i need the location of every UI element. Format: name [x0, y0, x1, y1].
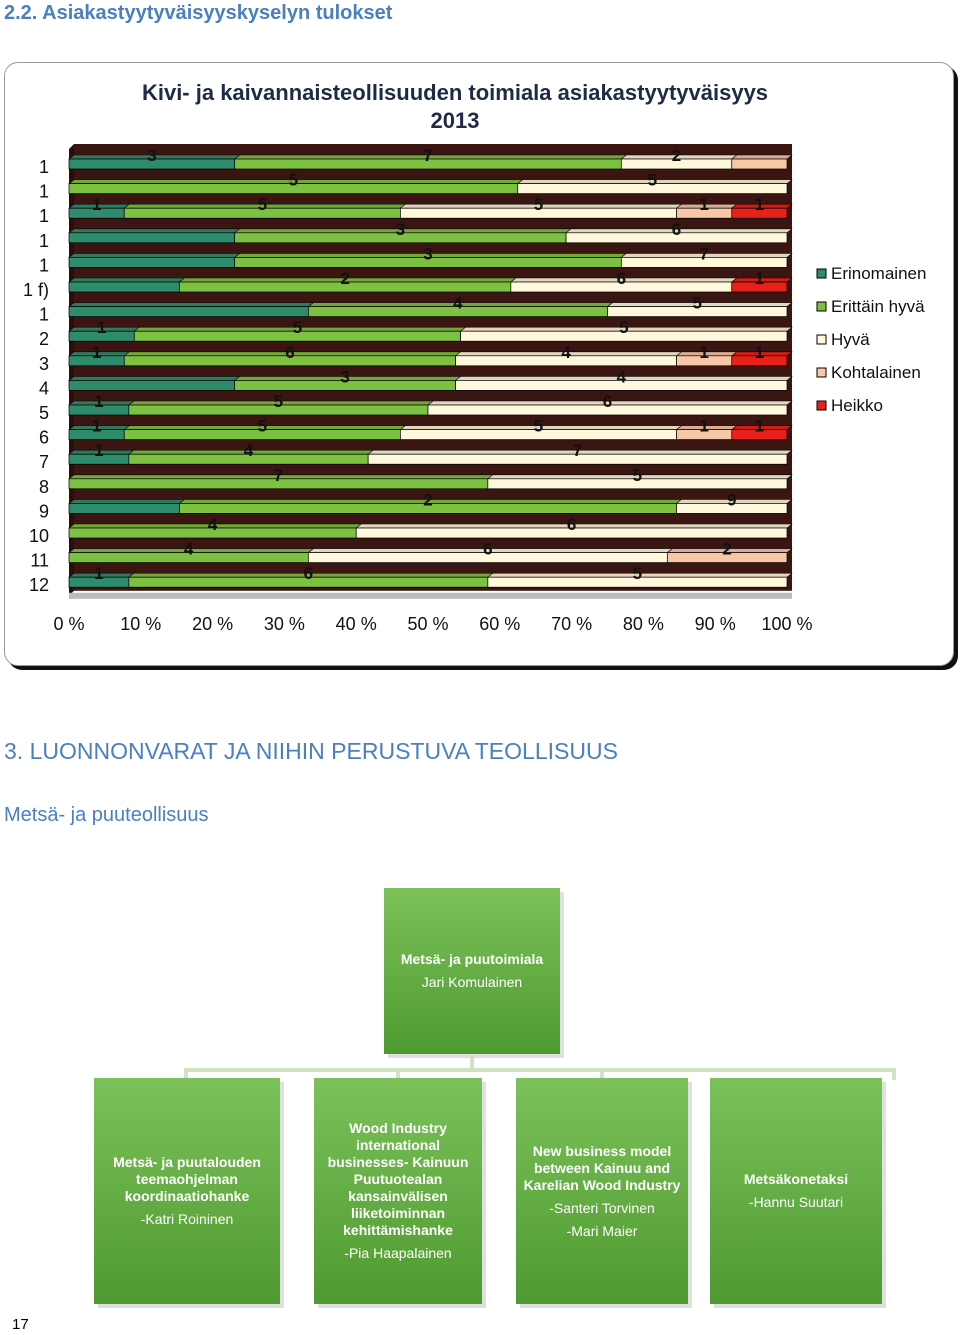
bar-label-2-4: 1: [754, 195, 765, 215]
bar-label-3-2: 6: [671, 219, 682, 239]
bar-label-11-1: 5: [257, 416, 268, 436]
bar-label-12-0: 1: [94, 441, 104, 461]
x-tick-label-0: 0 %: [53, 613, 85, 634]
category-label-16: 11: [30, 550, 49, 571]
org-box-1-person: -Katri Roininen: [140, 1211, 234, 1227]
bar-label-12-2: 7: [572, 441, 583, 461]
org-box-3-person: -Santeri Torvinen: [549, 1199, 655, 1216]
org-box-2-person: -Pia Haapalainen: [344, 1245, 452, 1261]
bar-top-14-0: [69, 499, 184, 503]
bar-label-7-2: 5: [619, 318, 629, 338]
bar-label-6-2: 5: [692, 293, 702, 313]
connector-vertical: [470, 1056, 474, 1068]
bar-label-0-0: 3: [147, 146, 157, 165]
x-tick-label-10: 100 %: [761, 613, 813, 634]
bar-label-14-2: 9: [727, 490, 737, 510]
category-label-1: 1: [38, 181, 49, 202]
section-heading: 2.2. Asiakastyytyväisyyskyselyn tulokset: [4, 2, 393, 24]
bar-label-0-1: 7: [423, 146, 433, 165]
x-tick-label-7: 70 %: [551, 613, 593, 634]
bar-label-8-0: 1: [91, 342, 102, 362]
org-box-3-title: New business model between Kainuu and Karelian Wood Industry: [523, 1142, 681, 1193]
chart-title-line-1: Kivi- ja kaivannaisteollisuuden toimiala asiakastyytyväisyys: [141, 80, 769, 105]
category-label-11: 6: [38, 427, 49, 448]
bar-top-5-0: [69, 278, 184, 282]
legend-swatch-3: [817, 368, 826, 377]
category-label-17: 12: [28, 575, 49, 596]
category-label-2: 1: [38, 206, 49, 227]
bar-label-4-2: 7: [699, 244, 709, 264]
legend-swatch-4: [817, 401, 826, 410]
bar-label-13-2: 5: [632, 465, 643, 485]
x-tick-label-9: 90 %: [694, 613, 736, 634]
bar-label-11-4: 1: [754, 416, 765, 436]
bar-label-16-1: 4: [183, 539, 194, 559]
bar-label-12-1: 4: [243, 441, 254, 461]
bar-label-17-2: 5: [632, 564, 643, 584]
org-box-3: [516, 1078, 688, 1304]
x-tick-label-1: 10 %: [120, 613, 162, 634]
org-box-4: [710, 1078, 882, 1304]
category-label-10: 5: [38, 403, 49, 423]
org-box-1: [94, 1078, 280, 1304]
x-tick-label-6: 60 %: [479, 613, 521, 634]
bar-9-0: [69, 380, 235, 390]
chart-panel: [4, 62, 954, 666]
legend-label-0: Erinomainen: [831, 264, 927, 283]
bar-label-7-0: 1: [96, 318, 107, 338]
bar-label-2-0: 1: [91, 195, 102, 215]
bar-4-0: [69, 257, 235, 267]
legend-label-2: Hyvä: [831, 330, 870, 349]
bar-label-14-1: 2: [423, 490, 433, 510]
org-box-3-person-2: -Mari Maier: [566, 1222, 638, 1239]
category-label-12: 7: [38, 452, 49, 473]
bar-label-9-2: 4: [616, 367, 627, 387]
bar-label-4-1: 3: [423, 244, 433, 264]
bar-label-11-2: 5: [533, 416, 544, 436]
bar-label-16-2: 6: [483, 539, 493, 559]
bar-top-4-0: [69, 253, 240, 257]
bar-label-17-0: 1: [94, 564, 104, 584]
chart-title-line-2: 2013: [430, 108, 480, 133]
bar-label-11-3: 1: [699, 416, 709, 436]
bar-label-10-2: 6: [602, 392, 613, 411]
legend-label-4: Heikko: [831, 396, 883, 415]
x-tick-label-5: 50 %: [407, 613, 449, 634]
bar-label-1-2: 5: [647, 170, 658, 190]
page-number: 17: [12, 1316, 29, 1333]
org-box-top: [384, 888, 560, 1054]
bar-6-0: [69, 307, 308, 317]
category-label-9: 4: [38, 378, 49, 399]
legend-swatch-2: [817, 335, 826, 344]
org-box-2: [314, 1078, 482, 1304]
bar-label-0-2: 2: [671, 146, 682, 165]
org-top-title: Metsä- ja puutoimiala: [400, 951, 544, 967]
bar-14-0: [69, 503, 179, 513]
bar-label-8-2: 4: [561, 342, 571, 362]
legend-swatch-0: [817, 269, 826, 278]
category-label-4: 1: [38, 255, 49, 276]
x-tick-label-8: 80 %: [622, 613, 664, 634]
bar-label-16-3: 2: [722, 539, 732, 559]
org-box-2-title: Wood Industry international businesses- Kainuun Puutuotealan kansainvälisen liiketoiminnan kehittämishanke: [327, 1120, 469, 1238]
bar-label-8-4: 1: [754, 342, 765, 362]
bar-label-15-1: 4: [207, 515, 218, 534]
bar-label-10-0: 1: [94, 392, 104, 411]
bar-label-17-1: 6: [303, 564, 314, 584]
bar-3-0: [69, 233, 235, 243]
bar-label-5-1: 2: [340, 269, 350, 288]
legend-label-3: Kohtalainen: [831, 363, 921, 382]
bar-label-8-3: 1: [699, 342, 709, 362]
org-top-person: Jari Komulainen: [421, 974, 523, 990]
category-label-15: 10: [28, 526, 49, 546]
x-tick-label-4: 40 %: [335, 613, 377, 634]
bar-label-11-0: 1: [91, 416, 102, 436]
bar-label-2-3: 1: [699, 195, 709, 215]
org-box-4-title: Metsäkonetaksi: [743, 1171, 849, 1187]
bar-top-9-0: [69, 376, 240, 380]
category-label-14: 9: [38, 501, 49, 522]
bar-label-5-4: 1: [754, 269, 765, 288]
legend-label-1: Erittäin hyvä: [831, 297, 925, 316]
x-tick-label-3: 30 %: [263, 613, 305, 634]
category-label-7: 2: [38, 329, 49, 350]
connector-drop-4: [892, 1068, 896, 1080]
bar-label-1-1: 5: [288, 170, 299, 190]
section-subheading: Metsä- ja puuteollisuus: [4, 804, 209, 826]
bar-top-3-0: [69, 229, 240, 233]
x-tick-label-2: 20 %: [192, 613, 234, 634]
bar-label-10-1: 5: [273, 392, 284, 411]
bar-label-15-2: 6: [566, 515, 577, 534]
bar-top-0-3: [732, 155, 792, 159]
bar-label-7-1: 5: [292, 318, 303, 338]
bar-label-2-2: 5: [533, 195, 544, 215]
connector-horizontal: [184, 1068, 896, 1072]
bar-label-13-1: 7: [273, 465, 284, 485]
bar-5-0: [69, 282, 179, 292]
org-box-4-person: -Hannu Suutari: [748, 1194, 844, 1210]
bar-label-8-1: 6: [285, 342, 295, 362]
bar-label-9-1: 3: [340, 367, 350, 387]
legend-swatch-1: [817, 302, 826, 311]
bar-label-2-1: 5: [257, 195, 268, 215]
category-label-5: 1 f): [22, 280, 49, 300]
category-label-3: 1: [38, 230, 49, 251]
bar-top-6-0: [69, 303, 313, 307]
stacked-bar-chart: [5, 63, 953, 665]
bar-0-3: [732, 159, 787, 169]
category-label-8: 3: [38, 353, 49, 374]
org-box-1-title: Metsä- ja puutalouden teemaohjelman koordinaatiohanke: [113, 1154, 261, 1204]
category-label-6: 1: [38, 304, 49, 325]
bar-label-5-2: 6: [616, 269, 627, 288]
bar-label-3-1: 3: [395, 219, 406, 239]
category-label-13: 8: [38, 476, 49, 497]
chapter-heading: 3. LUONNONVARAT JA NIIHIN PERUSTUVA TEOLLISUUS: [4, 738, 618, 764]
bar-label-6-1: 4: [453, 293, 463, 313]
category-label-0: 1: [38, 157, 49, 177]
chart-floor: [69, 593, 792, 599]
